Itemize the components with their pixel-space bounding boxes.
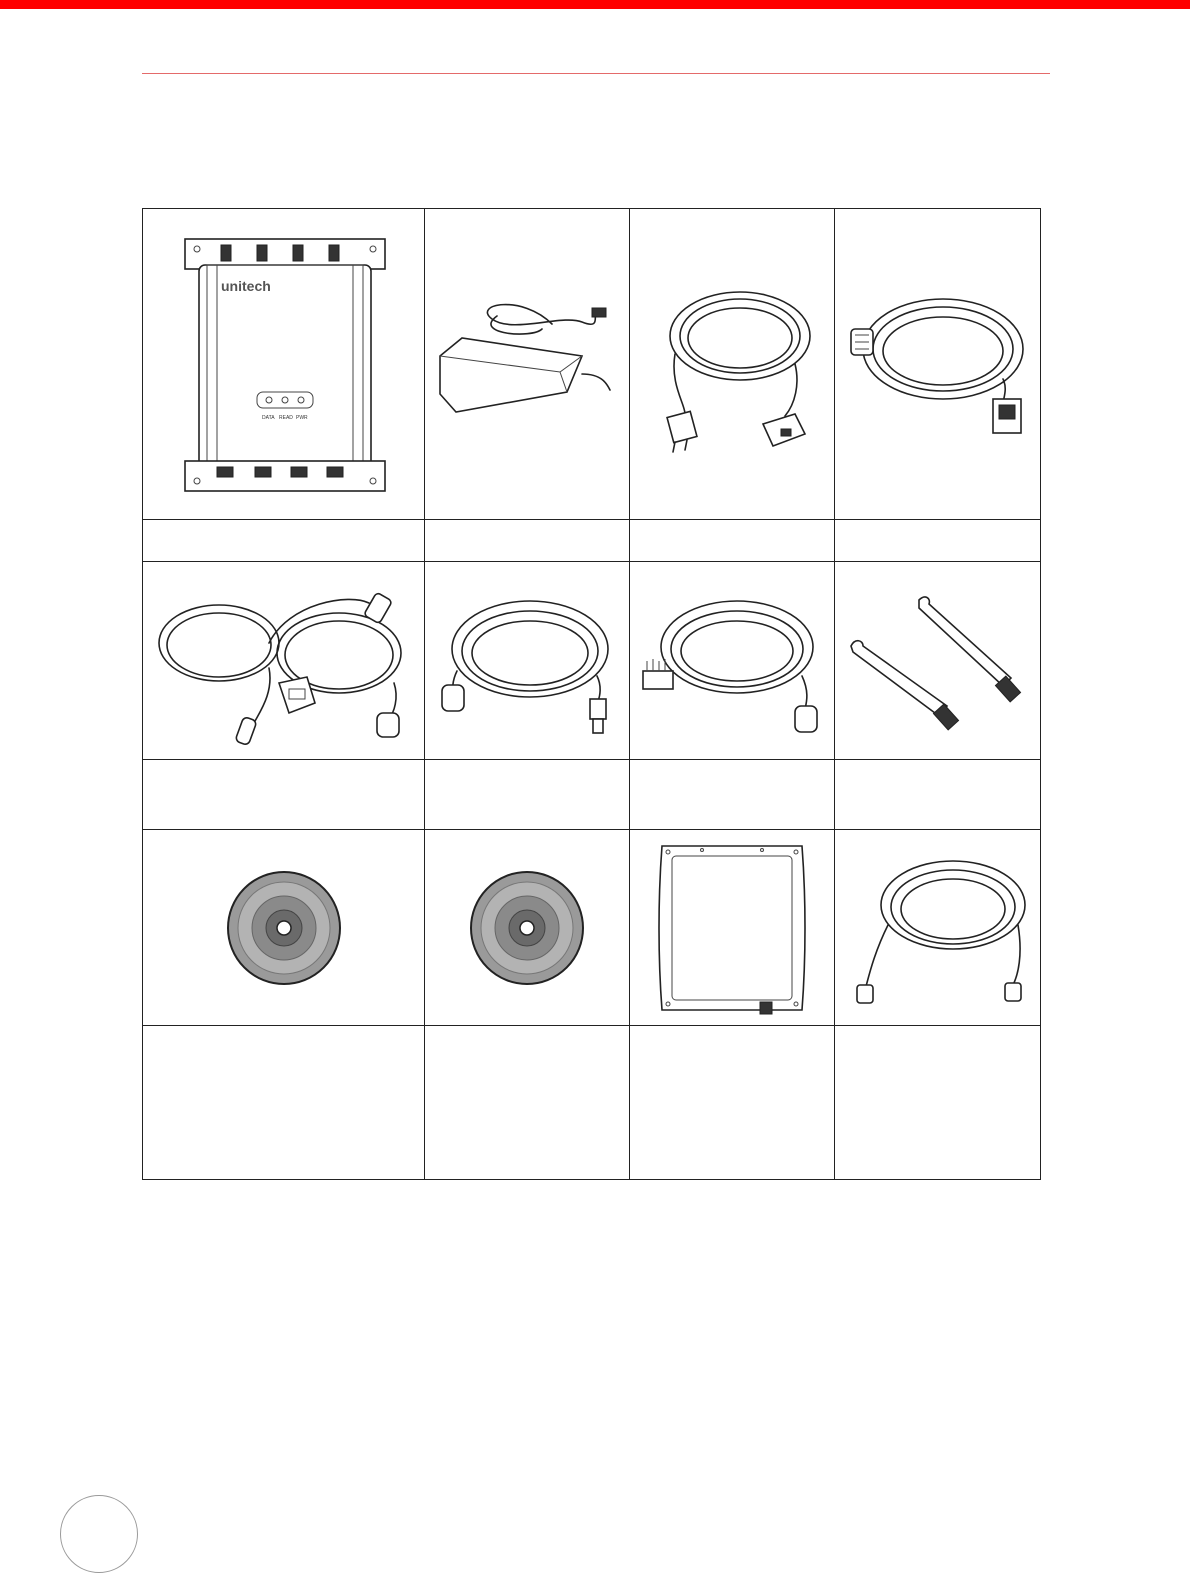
package-image-row — [143, 830, 1041, 1026]
package-label-io-cable — [630, 760, 835, 830]
package-item-power-adapter — [425, 209, 630, 520]
led-data-label: DATA — [261, 414, 275, 421]
led-read-label: READ — [278, 414, 293, 421]
package-item-cd-disc-1 — [143, 830, 425, 1026]
package-label-power-adapter — [425, 520, 630, 562]
power-cord-icon — [645, 274, 820, 454]
cd-disc-icon — [467, 868, 587, 988]
package-image-row — [143, 209, 1041, 520]
top-accent-bar — [0, 0, 1190, 9]
led-pwr-label: PWR — [295, 414, 308, 421]
io-cable-icon — [637, 581, 827, 741]
package-label-rs232-cable — [143, 760, 425, 830]
package-label-antenna-pair — [835, 760, 1041, 830]
cd-disc-icon — [224, 868, 344, 988]
flat-panel-antenna-icon — [652, 838, 812, 1018]
package-label-ethernet-cable — [835, 520, 1041, 562]
package-label-row — [143, 520, 1041, 562]
reader-brand-label: unitech — [220, 277, 271, 294]
package-label-usb-cable — [425, 760, 630, 830]
package-label-antenna-cable — [835, 1026, 1041, 1180]
package-item-rs232-cable — [143, 562, 425, 760]
package-label-cd-disc-1 — [143, 1026, 425, 1180]
package-item-usb-cable — [425, 562, 630, 760]
package-label-power-cord — [630, 520, 835, 562]
header-rule — [142, 73, 1050, 74]
rfid-reader-icon — [169, 227, 399, 502]
package-item-antenna-pair — [835, 562, 1041, 760]
package-item-rfid-reader — [143, 209, 425, 520]
page-number-badge — [60, 1495, 138, 1573]
package-label-rfid-reader — [143, 520, 425, 562]
ethernet-cable-icon — [843, 289, 1033, 439]
package-label-cd-disc-2 — [425, 1026, 630, 1180]
antenna-pair-icon — [843, 586, 1033, 736]
usb-cable-icon — [432, 581, 622, 741]
power-adapter-icon — [432, 294, 622, 434]
package-item-cd-disc-2 — [425, 830, 630, 1026]
package-label-row — [143, 1026, 1041, 1180]
package-label-flat-panel-antenna — [630, 1026, 835, 1180]
package-image-row — [143, 562, 1041, 760]
package-label-row — [143, 760, 1041, 830]
package-item-io-cable — [630, 562, 835, 760]
antenna-cable-icon — [843, 845, 1033, 1010]
package-item-flat-panel-antenna — [630, 830, 835, 1026]
package-item-ethernet-cable — [835, 209, 1041, 520]
rs232-cable-icon — [149, 573, 419, 748]
package-contents-table — [142, 208, 1041, 1180]
package-item-antenna-cable — [835, 830, 1041, 1026]
package-item-power-cord — [630, 209, 835, 520]
